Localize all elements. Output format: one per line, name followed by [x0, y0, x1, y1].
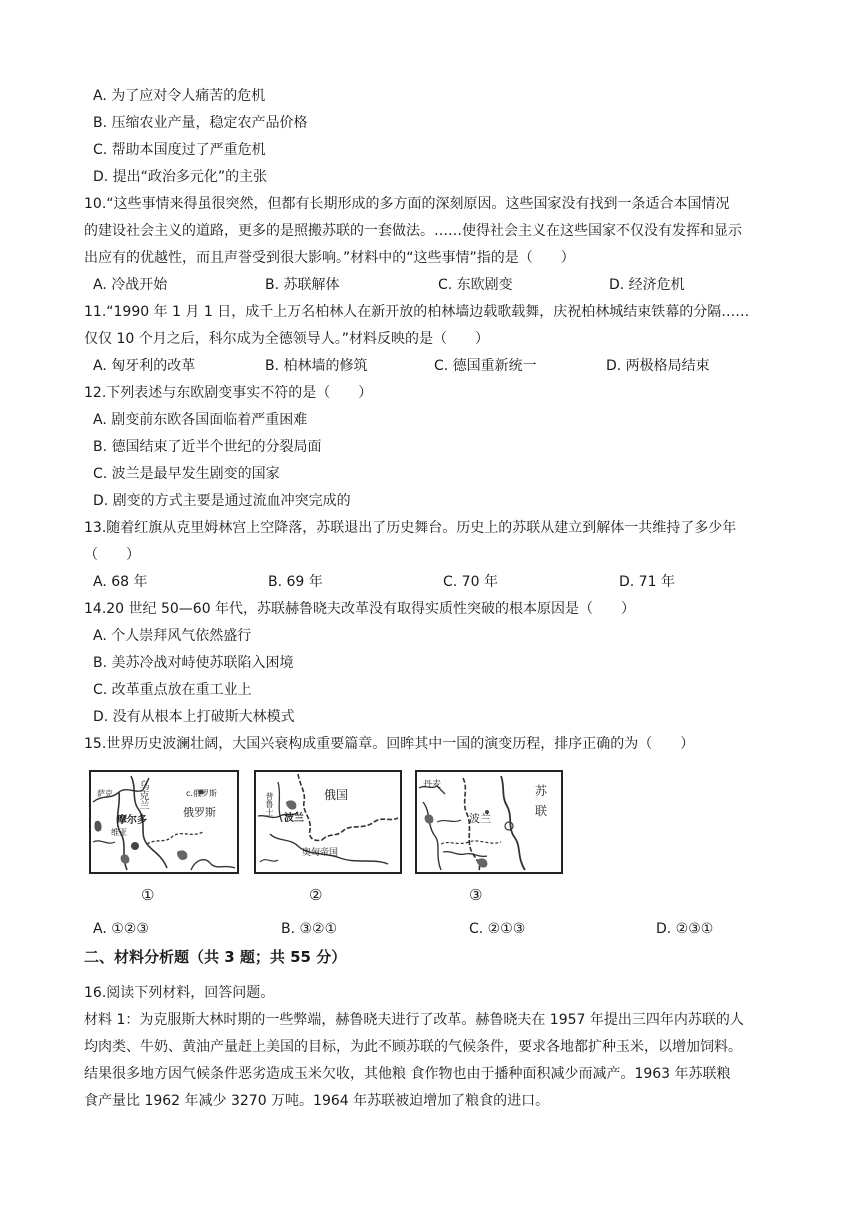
q13-stem-line-1: 13.随着红旗从克里姆林宫上空降落，苏联退出了历史舞台。历史上的苏联从建立到解体一共维持了多少年: [84, 520, 737, 536]
map-3-number: ③: [469, 886, 483, 904]
q15-option-a: A. ①②③: [93, 921, 149, 937]
map-1-label-via: 维亚: [111, 828, 127, 837]
section-2-heading: 二、材料分析题（共 3 题；共 55 分）: [84, 948, 347, 966]
map-2-label-prussia: 普鲁士: [265, 792, 274, 816]
q11-option-b: B. 柏林墙的修筑: [265, 358, 368, 374]
map-2-label-austria-hungary: 奥匈帝国: [302, 848, 339, 858]
q13-option-c: C. 70 年: [443, 574, 498, 590]
q10-option-d: D. 经济危机: [609, 277, 685, 293]
q16-material-line-2: 均肉类、牛奶、黄油产量赶上美国的目标，为此不顾苏联的气候条件，要求各地都扩种玉米，以增加饲料。: [84, 1039, 742, 1055]
q10-stem-line-3: 出应有的优越性，而且声誉受到很大影响。”材料中的“这些事情”指的是（ ）: [84, 250, 575, 266]
map-1-label-russia: 俄罗斯: [183, 806, 216, 819]
map-1-label-ukraine: 乌克兰: [137, 780, 148, 810]
q15-stem: 15.世界历史波澜壮阔，大国兴衰构成重要篇章。回眸其中一国的演变历程，排序正确的为（ ）: [84, 736, 695, 752]
q15-option-d: D. ②③①: [656, 921, 714, 937]
q14-option-a: A. 个人崇拜风气依然盛行: [93, 628, 252, 644]
q14-option-b: B. 美苏冷战对峙使苏联陷入困境: [93, 655, 294, 671]
q11-option-c: C. 德国重新统一: [434, 358, 537, 374]
q11-stem-line-1: 11.“1990 年 1 月 1 日，成千上万名柏林人在新开放的柏林墙边载歌载舞，庆祝柏林城结束铁幕的分隔……: [84, 304, 750, 320]
q10-option-a: A. 冷战开始: [93, 277, 168, 293]
q10-option-c: C. 东欧剧变: [438, 277, 513, 293]
map-1-label-c-russia: c.俄罗斯: [186, 789, 217, 798]
map-1-number: ①: [141, 886, 155, 904]
q16-material-line-1: 材料 1：为克服斯大林时期的一些弊端，赫鲁晓夫进行了改革。赫鲁晓夫在 1957 年提出三四年内苏联的人: [84, 1012, 744, 1028]
q14-option-d: D. 没有从根本上打破斯大林模式: [93, 709, 295, 725]
q12-stem: 12.下列表述与东欧剧变事实不符的是（ ）: [84, 385, 373, 401]
q14-stem: 14.20 世纪 50—60 年代，苏联赫鲁晓夫改革没有取得实质性突破的根本原因是（ ）: [84, 601, 636, 617]
q10-stem-line-2: 的建设社会主义的道路，更多的是照搬苏联的一套做法。……使得社会主义在这些国家不仅没有发挥和显示: [84, 223, 742, 239]
map-2-label-poland: 波兰: [284, 813, 304, 824]
q14-option-c: C. 改革重点放在重工业上: [93, 682, 252, 698]
q10-stem-line-1: 10.“这些事情来得虽很突然，但都有长期形成的多方面的深刻原因。这些国家没有找到一条适合本国情况: [84, 196, 730, 212]
q15-map-1: [89, 770, 239, 874]
q13-option-d: D. 71 年: [619, 574, 675, 590]
q15-map-2: [254, 770, 402, 874]
q10-option-b: B. 苏联解体: [265, 277, 340, 293]
q11-option-a: A. 匈牙利的改革: [93, 358, 196, 374]
map-3-label-su: 苏: [535, 784, 548, 798]
map-1-label-sak: 萨克: [97, 789, 113, 798]
q9-option-b: B. 压缩农业产量，稳定农产品价格: [93, 115, 308, 131]
q12-option-d: D. 剧变的方式主要是通过流血冲突完成的: [93, 493, 351, 509]
q9-option-c: C. 帮助本国度过了严重危机: [93, 142, 266, 158]
map-3-label-poland: 波兰: [469, 812, 491, 825]
map-1-label-moldova: 摩尔多: [117, 815, 147, 826]
q13-stem-line-2: （ ）: [84, 547, 140, 563]
q15-option-b: B. ③②①: [281, 921, 338, 937]
q13-option-a: A. 68 年: [93, 574, 148, 590]
q15-map-3: [415, 770, 563, 874]
q15-option-c: C. ②①③: [469, 921, 526, 937]
q11-option-d: D. 两极格局结束: [606, 358, 710, 374]
q16-material-line-3: 结果很多地方因气候条件恶劣造成玉米欠收，其他粮 食作物也由于播种面积减少而减产。1963 年苏联粮: [84, 1066, 731, 1082]
map-3-label-lian: 联: [535, 804, 548, 818]
q16-material-line-4: 食产量比 1962 年减少 3270 万吨。1964 年苏联被迫增加了粮食的进口。: [84, 1093, 550, 1109]
q9-option-d: D. 提出“政治多元化”的主张: [93, 169, 268, 185]
q13-option-b: B. 69 年: [268, 574, 323, 590]
q11-stem-line-2: 仅仅 10 个月之后，科尔成为全德领导人。”材料反映的是（ ）: [84, 331, 489, 347]
q12-option-b: B. 德国结束了近半个世纪的分裂局面: [93, 439, 322, 455]
map-3-label-denmark: 丹麦: [423, 780, 442, 790]
map-2-label-russia: 俄国: [324, 788, 349, 802]
q12-option-c: C. 波兰是最早发生剧变的国家: [93, 466, 280, 482]
map-2-number: ②: [309, 886, 323, 904]
q9-option-a: A. 为了应对令人痛苦的危机: [93, 88, 266, 104]
q16-intro: 16.阅读下列材料，回答问题。: [84, 985, 275, 1001]
q12-option-a: A. 剧变前东欧各国面临着严重困难: [93, 412, 308, 428]
